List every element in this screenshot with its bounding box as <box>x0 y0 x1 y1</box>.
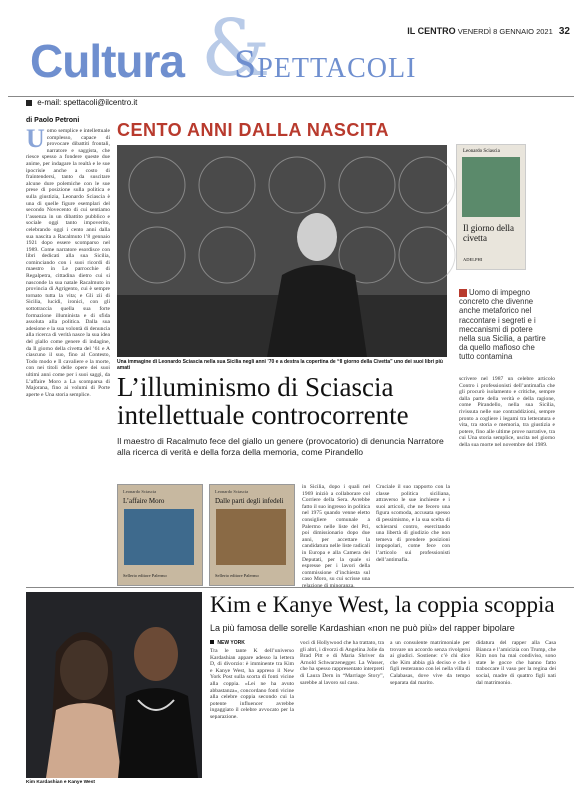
masthead-rule <box>8 96 574 97</box>
kim-kanye-photo <box>26 592 202 778</box>
kim-photo-caption: Kim Kardashian e Kanye West <box>26 780 95 785</box>
kim-headline: Kim e Kanye West, la coppia scoppia <box>210 592 555 617</box>
cover-illustration <box>216 509 286 565</box>
article-column-d: scrivere nel 1987 un celebre articolo Contro i professionisti dell’antimafia che gli procurò isolamento e critiche, sempre dalla parte della verità e della ragione, come Pirandello, nella sua Sicilia, rivissuta nelle sue contraddizioni, sempre pronto a cogliere i legami tra letteratura e vita, tra storia e memoria, tra giustizia e potere, fino alle ultime prove narrative, tra cui Una storia semplice, uscita nel giorno della sua morte nel novembre del 1989. <box>459 376 555 448</box>
section-rule <box>26 587 574 588</box>
bullet-square-icon <box>26 100 32 106</box>
book-title: Il giorno della civetta <box>463 223 514 243</box>
article-text-left: omo semplice e intellettuale complesso, capace di provocare dibattiti frontali, narratore e saggista, che riesce spesso a fondere queste due anime, per indagare la realtà e le sue ipocrisie anche a costo di fraintendersi, tanto da suscitare alcune dure polemiche con le sue prese di posizione sulla politica e sulla giustizia, Leonardo Sciascia è una di quelle figure esemplari del secondo Novecento di cui sentiamo l’assenza in un dibattito pubblico e sociale oggi tanto impoverito, celebrando oggi i cento anni dalla sua nascita a Racalmuto l’8 gennaio 1921 dopo essere scomparso nel 1989. Come narratore esordisce con libri dedicati alla sua Sicilia, cominciando con i suoi ricordi di maestro in Le parrocchie di Regalpetra, cittadina dietro cui si nasconde la sua natale Racalmuto in provincia di Agrigento, cui è sempre tornato tutta la vita; e Gli zii di Sicilia, lucidi, ironici, con gli sottotraccia quella sua forte formazione illuminista e di sfida assoluta alla politica. Dalla sua adesione e la sua volontà di denuncia alla ricerca di verità nasce la sua idea del giallo come genere di indagine, da Il giorno della civetta del ’61 e A ciascuno il suo, fino al Contesto, Todo modo e Il cavaliere e la morte, con nei titoli delle opere dei suoi ultimi anni come per i suoi saggi, da L’affaire Moro a La scomparsa di Majorana, fino ai volumi di Porte aperte e Una storia semplice. <box>26 128 110 398</box>
book-cover <box>456 144 526 270</box>
masthead <box>6 4 574 96</box>
sciascia-photo <box>117 145 447 357</box>
byline: di Paolo Petroni <box>26 117 80 124</box>
page-number: 32 <box>558 26 570 37</box>
book-publisher: ADELPHI <box>463 257 483 262</box>
cover-title: L’affaire Moro <box>123 497 165 505</box>
pull-quote <box>459 288 551 362</box>
photo-caption: Una immagine di Leonardo Sciascia nella sua Sicilia negli anni ’70 e a destra la copertina de “Il giorno della Civetta” uno dei suoi libri più amati <box>117 359 443 371</box>
cover-dalle-parti <box>209 484 295 586</box>
dateline-text: NEW YORK <box>217 640 245 646</box>
section-title-spettacoli: Spettacoli <box>234 41 417 86</box>
kim-column-1: Tra le tante K dell’universo Kardashian appare adesso la lettera D, di divorzio: è imminente tra Kim e Kanye West, ha appreso il New York Post sulla scorta di fonti vicine alla coppia. «Lei ne ha avuto abbastanza», concordano fonti vicine alla celebre coppia secondo cui la potente influencer avrebbe ingaggiato il celebre avvocato per la separazione. <box>210 648 294 720</box>
masthead-info <box>407 26 570 37</box>
kim-column-2: voci di Hollywood che ha trattato, tra gli altri, i divorzi di Angelina Jolie da Brad Pitt e di Maria Shriver da Arnold Schwarzenegger. La Wasser, che ha spesso rappresentato interpreti di Laura Dern in “Marriage Story”, sarebbe al lavoro sul caso. <box>300 640 384 686</box>
cover-author: Leonardo Sciascia <box>215 489 249 494</box>
article-column-c: Cruciale il suo rapporto con la classe politica siciliana, attraverso le sue inchieste e i suoi articoli, che ne fecero una figura scomoda, accusata spesso di pessimismo, e la sua scelta di schierarsi contro, esercitando una libertà di giudizio che non temeva di prendere posizioni impopolari, come fece con l’articolo sui professionisti dell’antimafia. <box>376 484 450 563</box>
sciascia-photo-image <box>117 145 447 357</box>
dropcap: U <box>26 124 45 153</box>
article-subhead: Il maestro di Racalmuto fece del giallo un genere (provocatorio) di denuncia Narratore alla ricerca di verità e della forza della memoria, come Pirandello <box>117 436 444 457</box>
email-line[interactable] <box>26 98 137 107</box>
article-kicker: CENTO ANNI DALLA NASCITA <box>117 120 389 140</box>
section-title-cultura: Cultura <box>30 35 184 87</box>
cover-illustration <box>124 509 194 565</box>
dateline <box>210 640 245 646</box>
book-author: Leonardo Sciascia <box>463 149 500 154</box>
article-column-b: in Sicilia, dopo i quali nel 1969 iniziò a collaborare col Corriere della Sera. Avrebbe fatto il suo ingresso in politica nel 1975 quando venne eletto consigliere comunale a Palermo nelle liste del Pci, poi dimissionario dopo due anni, per accettare la candidatura nelle liste radicali in Europa e alla Camera dei Deputati, per la quale si espresse per i lavori della commissione d’inchiesta sul caso Moro, su cui scrisse una relazione di minoranza. <box>302 484 370 589</box>
email-address[interactable]: e-mail: spettacoli@ilcentro.it <box>37 98 138 107</box>
kim-kanye-photo-image <box>26 592 202 778</box>
book-cover-illustration <box>462 157 520 217</box>
kim-column-4: didatura del rapper alla Casa Bianca e l’amicizia con Trump, che Kim non ha mai condiviso, sono state le gocce che hanno fatto traboccare il vaso per la regina dei social, madre di quattro figli nati dal matrimonio. <box>476 640 556 686</box>
article-headline: L’illuminismo di Sciascia intellettuale controcorrente <box>117 372 409 430</box>
book-covers <box>117 484 295 584</box>
kim-subhead: La più famosa delle sorelle Kardashian «non ne può più» del rapper bipolare <box>210 623 515 633</box>
cover-title: Dalle parti degli infedeli <box>215 497 284 505</box>
issue-date: VENERDÌ 8 GENNAIO 2021 <box>457 27 553 36</box>
cover-publisher: Sellerio editore Palermo <box>123 573 167 578</box>
cover-affaire-moro <box>117 484 203 586</box>
kim-column-3: a un consulente matrimoniale per trovare un accordo senza rivolgersi ai giudici. Sostiene: c’è chi dice che Kim abbia già deciso e che i figli resteranno con lei nella villa di Calabasas, dove vive da tempo separata dal marito. <box>390 640 470 686</box>
article-column-left <box>26 124 110 398</box>
cover-author: Leonardo Sciascia <box>123 489 157 494</box>
pull-quote-text: Uomo di impegno concreto che divenne anche metaforico nel raccontare i segreti e i meccanismi di potere nella sua Sicilia, a partire da quello mafioso che tutto contamina <box>459 288 546 362</box>
paper-name: IL CENTRO <box>407 26 456 36</box>
pull-quote-arrow-icon <box>459 289 467 297</box>
ampersand-ornament: & <box>201 4 271 94</box>
dateline-square-icon <box>210 640 214 644</box>
cover-publisher: Sellerio editore Palermo <box>215 573 259 578</box>
